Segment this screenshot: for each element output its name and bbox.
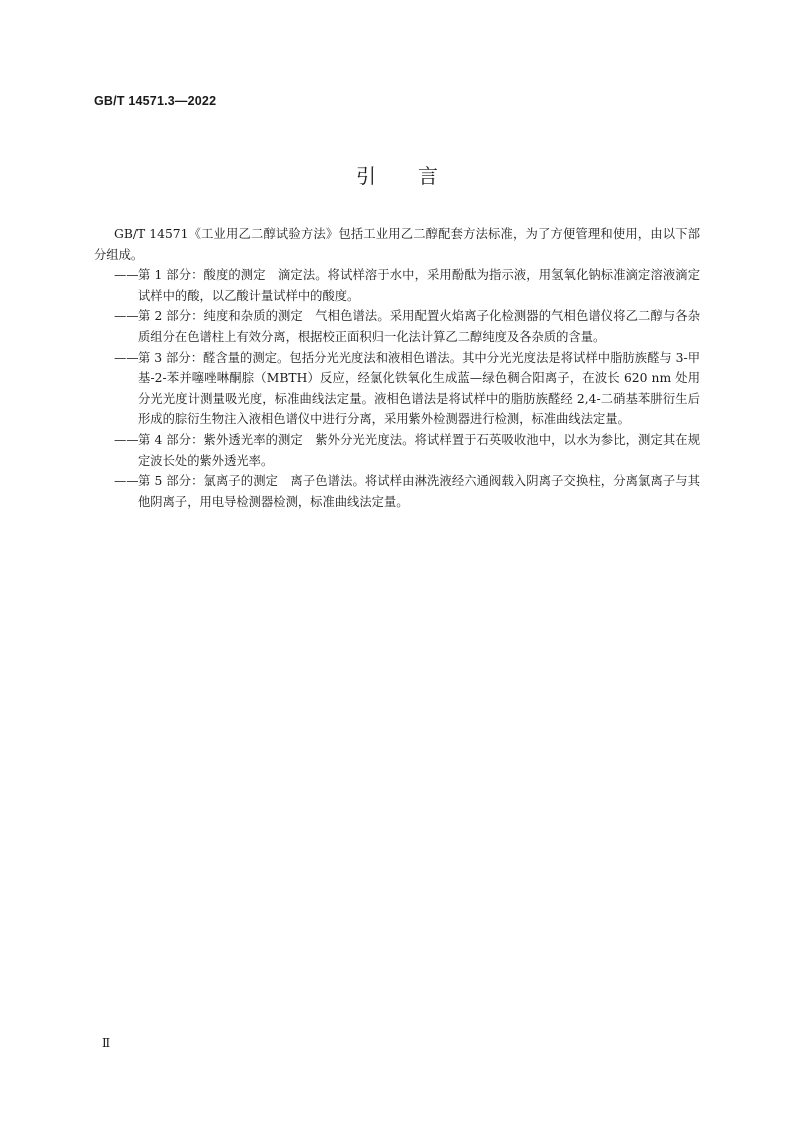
document-body bbox=[94, 224, 700, 512]
part-4-text: 第 4 部分：紫外透光率的测定 紫外分光光度法。将试样置于石英吸收池中，以水为参比，测定其在规定波长处的紫外透光率。 bbox=[138, 432, 700, 468]
page-number: Ⅱ bbox=[102, 1036, 111, 1050]
list-item bbox=[114, 265, 700, 306]
parts-list bbox=[114, 265, 700, 512]
part-1-text: 第 1 部分：酸度的测定 滴定法。将试样溶于水中，采用酚酞为指示液，用氢氧化钠标准滴定溶液滴定试样中的酸，以乙酸计量试样中的酸度。 bbox=[138, 268, 700, 303]
list-item bbox=[114, 306, 700, 347]
part-3-text: 第 3 部分：醛含量的测定。包括分光光度法和液相色谱法。其中分光光度法是将试样中脂肪族醛与 3-甲基-2-苯并噻唑啉酮腙（MBTH）反应，经氯化铁氧化生成蓝—绿色稠合阳离子，在波长 620 nm 处用分光光度计测量吸光度，标准曲线法定量。液相色谱法是将试样中的脂肪族醛经 2,4-二硝基苯肼衍生后形成的腙衍生物注入液相色谱仪中进行分离，采用紫外检测器进行检测，标准曲线法定量。 bbox=[138, 350, 700, 427]
part-5-text: 第 5 部分：氯离子的测定 离子色谱法。将试样由淋洗液经六通阀载入阴离子交换柱，分离氯离子与其他阴离子，用电导检测器检测，标准曲线法定量。 bbox=[138, 474, 700, 509]
list-item bbox=[114, 471, 700, 512]
list-item bbox=[114, 348, 700, 430]
intro-paragraph: GB/T 14571《工业用乙二醇试验方法》包括工业用乙二醇配套方法标准，为了方便管理和使用，由以下部分组成。 bbox=[94, 227, 700, 262]
list-dash: —— bbox=[114, 309, 139, 324]
standard-code: GB/T 14571.3—2022 bbox=[94, 94, 217, 108]
list-dash: —— bbox=[114, 474, 139, 489]
list-dash: —— bbox=[114, 432, 139, 447]
list-dash: —— bbox=[114, 350, 139, 365]
page-title: 引言 bbox=[356, 164, 480, 188]
part-2-text: 第 2 部分：纯度和杂质的测定 气相色谱法。采用配置火焰离子化检测器的气相色谱仪将乙二醇与各杂质组分在色谱柱上有效分离，根据校正面积归一化法计算乙二醇纯度及各杂质的含量。 bbox=[138, 309, 700, 344]
list-item bbox=[114, 430, 700, 471]
list-dash: —— bbox=[114, 268, 139, 283]
